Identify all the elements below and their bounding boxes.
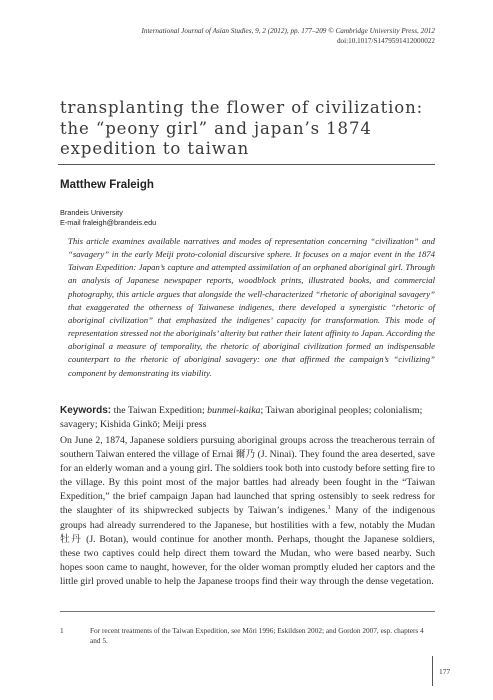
keywords — [60, 404, 435, 432]
keywords-italic-term: bunmei-kaika — [207, 405, 261, 416]
author-email: E-mail fraleigh@brandeis.edu — [60, 218, 157, 227]
title-divider — [58, 164, 435, 165]
journal-header — [55, 26, 435, 46]
article-title: transplanting the flower of civilization: the “peony girl” and japan’s 1874 expedition to taiwan — [60, 98, 424, 158]
citation-line: International Journal of Asian Studies, 9, 2 (2012), pp. 177–209 © Cambridge University Press, 2012 — [141, 27, 435, 35]
body-text-part-2: Many of the indigenous groups had already surrendered to the Japanese, but hostilities with a few, notably the Mudan 牡丹 (J. Botan), would continue for another month. Perhaps, thought the Japanese soldiers, these two captives could help direct them toward the Mudan, who were based nearby. Such hopes soon came to naught, however, for the older woman promptly eluded her captors and the little girl proved unable to help the Japanese troops find their way through the dense vegetation. — [60, 505, 435, 587]
keywords-part-2: ; Taiwan aboriginal peoples; colonialism; savagery; Kishida Ginkō; Meiji press — [60, 405, 423, 430]
keywords-label: Keywords: — [60, 405, 112, 416]
footnote-reference[interactable]: 1 — [327, 505, 331, 512]
doi-line: doi:10.1017/S1479591412000022 — [336, 37, 435, 45]
footnote-text: For recent treatments of the Taiwan Expedition, see Mōri 1996; Eskildsen 2002; and Gordon 2007, esp. chapters 4 and 5. — [90, 626, 424, 645]
abstract: This article examines available narratives and modes of representation concerning “civilization” and “savagery” in the early Meiji proto-colonial discursive sphere. It focuses on a major event in the 1874 Taiwan Expedition: Japan’s capture and attempted assimilation of an orphaned aboriginal girl. Through an analysis of Japanese newspaper reports, woodblock prints, illustrated books, and commercial photography, this article argues that alongside the well-characterized “rhetoric of aboriginal savagery” that exaggerated the otherness of Taiwanese indigenes, there developed a synergistic “rhetoric of aboriginal civilization” that emphasized the indigenes’ capacity for transformation. This mode of representation stressed not the aboriginals’ alterity but rather their latent affinity to Japan. According the aboriginal a measure of temporality, the rhetoric of aboriginal civilization formed an indispensable counterpart to the rhetoric of aboriginal savagery: one that affirmed the campaign’s “civilizing” component by demonstrating its viability. — [68, 236, 436, 378]
page-number: 177 — [432, 656, 450, 686]
keywords-part-1: the Taiwan Expedition; — [113, 405, 205, 416]
body-paragraph — [60, 434, 435, 589]
body-text-part-1: On June 2, 1874, Japanese soldiers pursuing aboriginal groups across the treacherous terrain of southern Taiwan entered the village of Ernai 爾乃 (J. Ninai). They found the area deserted, save for an elderly woman and a young girl. The soldiers took both into custody before setting fire to the village. By this point most of the major battles had already been fought in the “Taiwan Expedition,” the brief campaign Japan had launched that spring ostensibly to seek redress for the slaughter of its shipwrecked subjects by Taiwan’s indigenes. — [60, 435, 435, 517]
footnote-number: 1 — [60, 626, 64, 635]
author-affiliation-block — [60, 208, 360, 228]
author-name: Matthew Fraleigh — [60, 179, 154, 191]
affiliation: Brandeis University — [60, 208, 123, 217]
footnote-divider — [60, 611, 435, 612]
